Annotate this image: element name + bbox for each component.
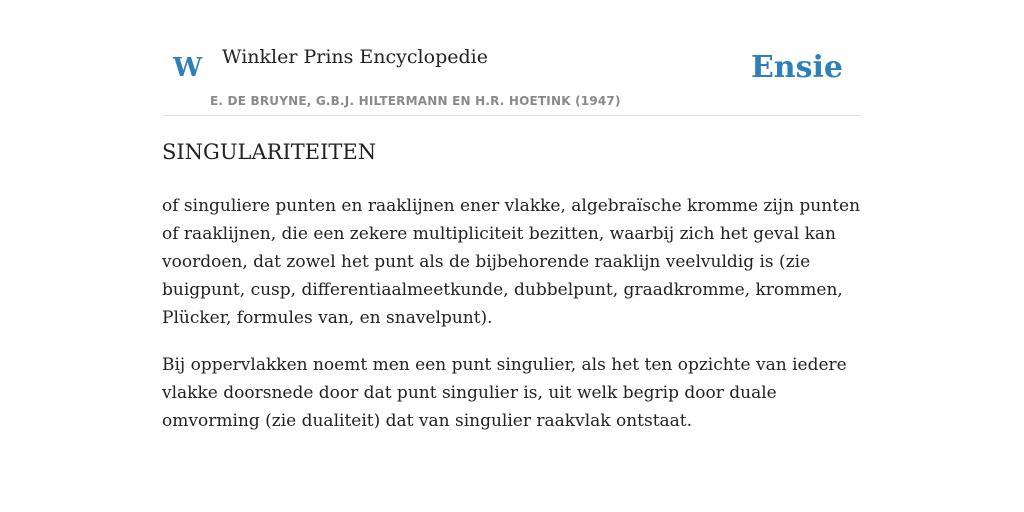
source-title[interactable]: Winkler Prins Encyclopedie bbox=[222, 46, 488, 68]
winkler-prins-logo[interactable]: W bbox=[173, 53, 203, 83]
source-header bbox=[162, 40, 862, 116]
article-paragraph: Bij oppervlakken noemt men een punt singulier, als het ten opzichte van iedere vlakke doorsnede door dat punt singulier is, uit welk begrip door duale omvorming (zie dualiteit) dat van singulier raakvlak ontstaat. bbox=[162, 355, 847, 431]
ensie-logo[interactable]: Ensie bbox=[750, 50, 843, 85]
source-authors: E. DE BRUYNE, G.B.J. HILTERMANN EN H.R. HOETINK (1947) bbox=[210, 94, 621, 108]
article-title: SINGULARITEITEN bbox=[162, 140, 377, 164]
article-paragraph: of singuliere punten en raaklijnen ener vlakke, algebraïsche kromme zijn punten of raaklijnen, die een zekere multipliciteit bezitten, waarbij zich het geval kan voordoen, dat zowel het punt als de bijbehorende raaklijn veelvuldig is (zie buigpunt, cusp, differentiaalmeetkunde, dubbelpunt, graadkromme, krommen, Plücker, formules van, en snavelpunt). bbox=[162, 196, 861, 328]
article-body bbox=[162, 192, 862, 454]
